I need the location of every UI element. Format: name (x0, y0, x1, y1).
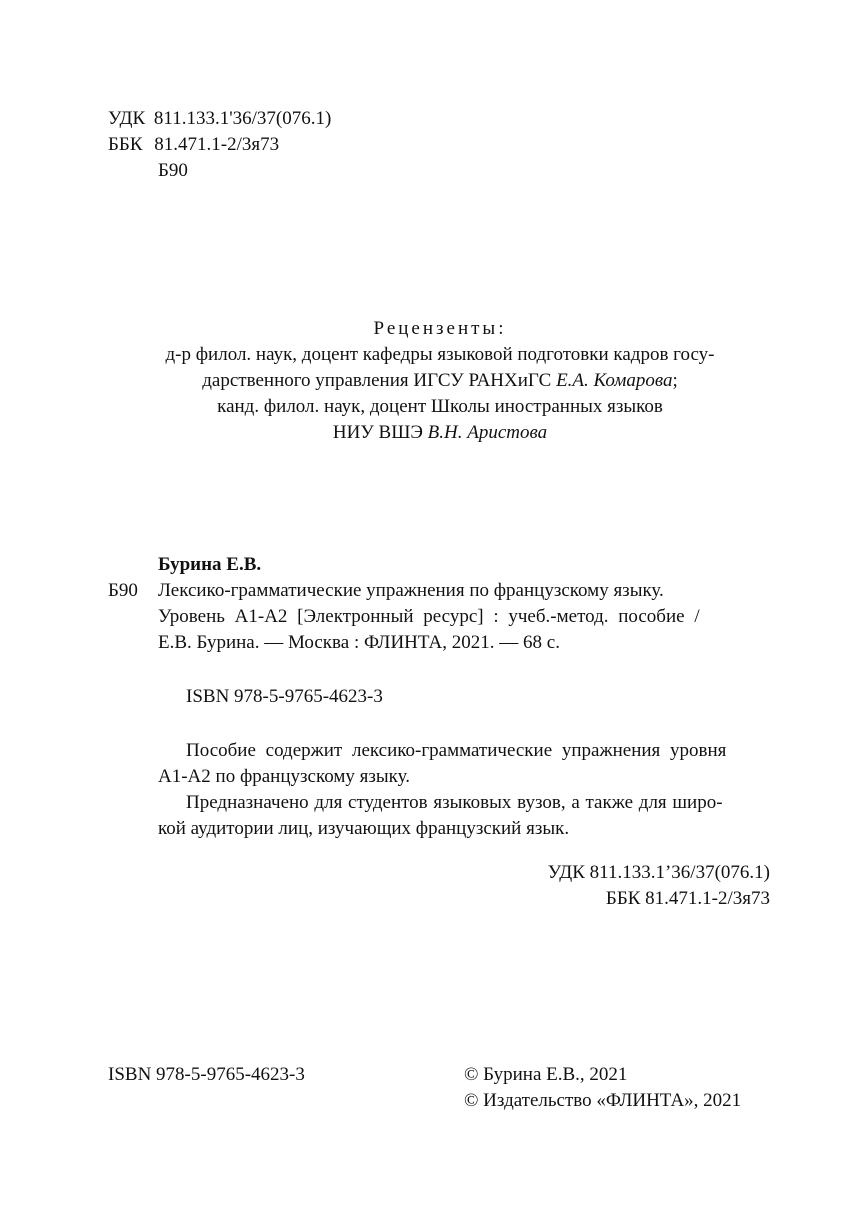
reviewer2-affiliation: НИУ ВШЭ (332, 422, 428, 443)
reviewer1-end: ; (672, 370, 678, 391)
bbk-line (108, 132, 279, 158)
bbk-bottom: ББК 81.471.1-2/3я73 (605, 888, 770, 909)
bib-line3: Е.В. Бурина. — Москва : ФЛИНТА, 2021. — 68 с. (158, 632, 560, 653)
udk-line (108, 106, 331, 132)
reviewers-heading: Рецензенты: (373, 318, 507, 339)
annotation-para1-line2: А1-А2 по французскому языку. (158, 766, 410, 787)
annotation-para2-line1: Предназначено для студентов языковых вузов, а также для широ- (186, 792, 723, 813)
bbk-value: 81.471.1-2/3я73 (154, 134, 280, 155)
reviewer1-name: Е.А. Комарова (556, 370, 673, 391)
copyright-publisher: © Издательство «ФЛИНТА», 2021 (464, 1090, 742, 1111)
udk-value: 811.133.1'36/37(076.1) (153, 108, 332, 129)
annotation-para1-line1: Пособие содержит лексико-грамматические упражнения уровня (186, 740, 727, 761)
footer-isbn: ISBN 978-5-9765-4623-3 (108, 1064, 305, 1085)
annotation-para2-line2: кой аудитории лиц, изучающих французский язык. (158, 818, 570, 839)
bib-line1: Лексико-грамматические упражнения по французскому языку. (158, 580, 664, 601)
copyright-author: © Бурина Е.В., 2021 (464, 1064, 628, 1085)
reviewer1-affiliation: дарственного управления ИГСУ РАНХиГС (202, 370, 557, 391)
reviewer1-line2 (0, 368, 863, 394)
reviewer2-name: В.Н. Аристова (427, 422, 548, 443)
bib-line2-text: Уровень А1-А2 [Электронный ресурс] : учеб.-метод. пособие / (158, 606, 700, 627)
udk-bottom: УДК 811.133.1’36/37(076.1) (547, 862, 770, 883)
bbk-label: ББК (108, 134, 143, 155)
bib-line2 (158, 604, 776, 630)
reviewer2-line2 (0, 420, 863, 446)
reviewer2-line1: канд. филол. наук, доцент Школы иностранных языков (217, 396, 663, 417)
bib-isbn: ISBN 978-5-9765-4623-3 (186, 686, 383, 707)
bib-mark: Б90 (108, 580, 138, 601)
reviewer1-line1: д-р филол. наук, доцент кафедры языковой подготовки кадров госу- (165, 344, 715, 365)
udk-label: УДК (108, 108, 146, 129)
author-mark: Б90 (158, 160, 188, 181)
bib-author: Бурина Е.В. (158, 554, 262, 575)
